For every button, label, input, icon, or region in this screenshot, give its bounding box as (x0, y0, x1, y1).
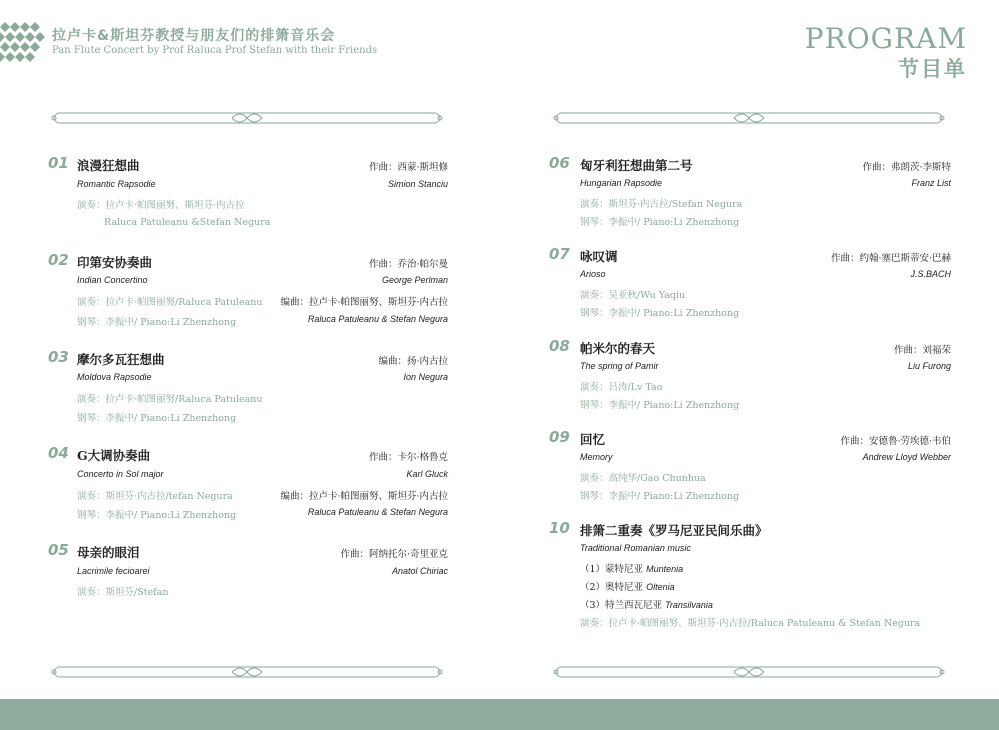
item-composer-en: Franz List (911, 178, 951, 188)
item-composer-en: Andrew Lloyd Webber (862, 452, 951, 462)
item-performers: 演奏：拉卢卡·帕图丽努/Raluca Patuleanu (77, 394, 263, 405)
item-number: 10 (549, 519, 570, 537)
item-number: 08 (549, 337, 570, 355)
item-title: 帕米尔的春天 (580, 341, 656, 356)
item-subtitle: Arioso (580, 269, 606, 279)
program-heading-en: PROGRAM (804, 22, 967, 55)
item-pianist: 钢琴：李振中/ Piano:Li Zhenzhong (77, 317, 237, 328)
ornament-divider-icon (48, 110, 446, 126)
ornament-divider-icon (550, 110, 948, 126)
item-pianist: 钢琴：李振中/ Piano:Li Zhenzhong (77, 510, 237, 521)
item-title: 排箫二重奏《罗马尼亚民间乐曲》 (580, 523, 768, 538)
item-part: （2）奥特尼亚 Oltenia (580, 582, 675, 593)
item-title: 摩尔多瓦狂想曲 (77, 352, 165, 367)
item-composer-cn: 作曲：弗朗茨·李斯特 (862, 162, 951, 173)
item-composer-en: J.S.BACH (910, 269, 951, 279)
item-composer-cn: 作曲：约翰·塞巴斯蒂安·巴赫 (830, 253, 951, 264)
item-composer-cn: 作曲：阿纳托尔·奇里亚克 (340, 549, 448, 560)
item-arranger-en: Ion Negura (403, 372, 448, 382)
item-title: 印第安协奏曲 (77, 255, 153, 270)
item-composer-cn: 作曲：卡尔·格鲁克 (368, 452, 448, 463)
item-performers: 演奏：拉卢卡·帕图丽努/Raluca Patuleanu (77, 297, 263, 308)
item-number: 05 (48, 541, 69, 559)
item-pianist: 钢琴：李振中/ Piano:Li Zhenzhong (580, 400, 740, 411)
item-performers: 演奏：斯坦芬·内古拉/tefan Negura (77, 491, 233, 502)
item-subtitle: Moldova Rapsodie (77, 372, 152, 382)
item-number: 03 (48, 348, 69, 366)
item-composer-en: George Perlman (381, 275, 448, 285)
item-subtitle: Concerto in Sol major (77, 469, 164, 479)
item-title: 回忆 (580, 432, 606, 447)
item-performers: 演奏：吕涛/Lv Tao (580, 382, 663, 393)
item-composer-cn: 作曲：安德鲁·劳埃德·韦伯 (840, 436, 951, 447)
item-subtitle: Traditional Romanian music (580, 543, 691, 553)
ornament-divider-icon (48, 664, 446, 680)
item-number: 01 (48, 154, 69, 172)
item-number: 07 (549, 245, 570, 263)
footer-bar (0, 699, 999, 730)
item-performers: 演奏：拉卢卡·帕图丽努、斯坦芬·内古拉/Raluca Patuleanu & Stefan Negura (580, 618, 921, 629)
item-composer-en: Liu Furong (907, 361, 951, 371)
item-part: （1）蒙特尼亚 Muntenia (580, 564, 684, 575)
concert-title-en: Pan Flute Concert by Prof Raluca Prof Stefan with their Friends (52, 45, 378, 56)
logo-diamond-pattern-icon (0, 22, 46, 62)
item-pianist: 钢琴：李振中/ Piano:Li Zhenzhong (580, 217, 740, 228)
item-subtitle: Lacrimile fecioarei (77, 566, 150, 576)
item-title: G大调协奏曲 (77, 448, 151, 463)
item-arranger-cn: 编曲：扬·内古拉 (378, 356, 448, 367)
item-arranger-cn: 编曲：拉卢卡·帕图丽努、斯坦芬·内古拉 (280, 297, 448, 308)
item-performers: 演奏：吴亚秋/Wu Yaqiu (580, 290, 686, 301)
item-composer-en: Anatol Chiriac (391, 566, 448, 576)
item-title: 匈牙利狂想曲第二号 (580, 158, 693, 173)
item-composer-en: Karl Gluck (406, 469, 448, 479)
item-part: （3）特兰西瓦尼亚 Transilvania (580, 600, 713, 611)
ornament-divider-icon (550, 664, 948, 680)
program-heading-cn: 节目单 (898, 57, 967, 81)
item-title: 浪漫狂想曲 (77, 158, 140, 173)
item-subtitle: Memory (580, 452, 613, 462)
item-title: 母亲的眼泪 (77, 545, 140, 560)
item-subtitle: Indian Concertino (77, 275, 148, 285)
item-pianist: 钢琴：李振中/ Piano:Li Zhenzhong (580, 491, 740, 502)
item-performers-en: Raluca Patuleanu &Stefan Negura (104, 217, 271, 228)
item-composer-cn: 作曲：西蒙·斯坦修 (368, 162, 448, 173)
item-subtitle: Hungarian Rapsodie (580, 178, 663, 188)
item-number: 06 (549, 154, 570, 172)
item-arranger-cn: 编曲：拉卢卡·帕图丽努、斯坦芬·内古拉 (280, 491, 448, 502)
item-title: 咏叹调 (580, 249, 618, 264)
item-subtitle: Romantic Rapsodie (77, 179, 156, 189)
item-performers: 演奏：高纯华/Gao Chunhua (580, 473, 706, 484)
item-pianist: 钢琴：李振中/ Piano:Li Zhenzhong (77, 413, 237, 424)
item-composer-en: Simion Stanciu (387, 179, 448, 189)
item-arranger-en: Raluca Patuleanu & Stefan Negura (307, 507, 448, 517)
concert-title-cn: 拉卢卡&斯坦芬教授与朋友们的排箫音乐会 (52, 28, 336, 44)
item-composer-cn: 作曲：乔治·帕尔曼 (368, 259, 448, 270)
item-subtitle: The spring of Pamir (580, 361, 659, 371)
item-number: 09 (549, 428, 570, 446)
item-composer-cn: 作曲：刘福荣 (893, 345, 951, 356)
item-arranger-en: Raluca Patuleanu & Stefan Negura (307, 314, 448, 324)
item-performers: 演奏：拉卢卡·帕图丽努、斯坦芬·内古拉 (77, 200, 245, 211)
item-number: 02 (48, 251, 69, 269)
item-performers: 演奏：斯坦芬·内古拉/Stefan Negura (580, 199, 743, 210)
item-number: 04 (48, 444, 69, 462)
item-pianist: 钢琴：李振中/ Piano:Li Zhenzhong (580, 308, 740, 319)
item-performers: 演奏：斯坦芬/Stefan (77, 587, 169, 598)
